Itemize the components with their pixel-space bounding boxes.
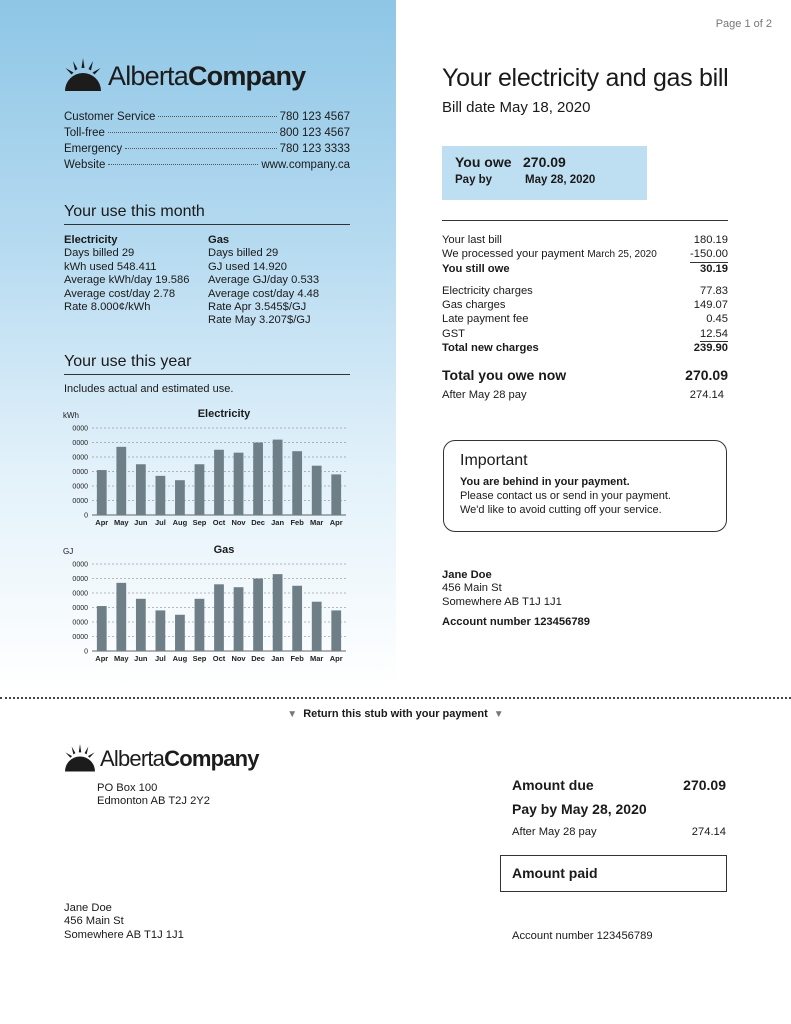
- remit-address: [97, 782, 210, 809]
- after-due-label: After May 28 pay: [512, 826, 597, 838]
- bill-summary: [442, 220, 728, 356]
- leader-dots: [108, 164, 258, 165]
- brand-name-bold: Company: [164, 746, 259, 771]
- amount-due-row: [512, 777, 726, 793]
- chart-y-tick-label: 0000: [72, 561, 88, 569]
- charge-value: 149.07: [693, 299, 728, 312]
- gas-use-summary: [208, 234, 319, 328]
- chart-x-tick-label: Nov: [231, 654, 246, 663]
- total-owe-value: 270.09: [685, 367, 728, 383]
- charge-value: 0.45: [706, 313, 728, 326]
- amount-due-label: Amount due: [512, 777, 594, 793]
- chart-x-tick-label: Apr: [95, 518, 109, 527]
- contact-row-customer-service: [64, 111, 350, 127]
- down-triangle-icon: ▼: [493, 709, 504, 720]
- chart-y-tick-label: 0000: [72, 469, 88, 476]
- electricity-chart: [60, 408, 360, 533]
- rising-sun-icon: [64, 58, 102, 94]
- contact-value: 800 123 4567: [279, 127, 350, 139]
- chart-bar: [175, 480, 185, 515]
- chart-x-tick-label: Jan: [271, 518, 285, 527]
- rising-sun-icon: [64, 744, 96, 774]
- customer-street: 456 Main St: [442, 582, 502, 595]
- after-due-label: After May 28 pay: [442, 389, 527, 401]
- total-owe-label: Total you owe now: [442, 367, 567, 383]
- chart-x-tick-label: Mar: [310, 518, 324, 527]
- chart-x-tick-label: Jul: [154, 518, 166, 527]
- stub-customer-address: [64, 902, 184, 942]
- charge-label: GST: [442, 327, 465, 340]
- chart-bar: [116, 447, 126, 515]
- chart-x-tick-label: Jun: [134, 518, 148, 527]
- customer-city: Somewhere AB T1J 1J1: [442, 595, 562, 608]
- chart-x-tick-label: Dec: [251, 518, 265, 527]
- gas-use-line: GJ used 14.920: [208, 260, 287, 273]
- last-bill-value: 180.19: [693, 234, 728, 246]
- chart-bar: [195, 599, 205, 651]
- gas-use-line: Average GJ/day 0.533: [208, 274, 320, 287]
- pay-by-label: Pay by: [455, 174, 493, 186]
- electricity-use-line: Days billed 29: [64, 247, 135, 260]
- stub-pay-by: Pay by May 28, 2020: [512, 801, 647, 817]
- leader-dots: [108, 132, 277, 133]
- chart-y-tick-label: 0000: [72, 454, 88, 462]
- chart-y-unit: kWh: [63, 411, 79, 420]
- chart-x-tick-label: Jun: [134, 654, 148, 663]
- contact-list: [64, 111, 350, 175]
- leader-dots: [158, 116, 276, 117]
- stub-after-due-row: [512, 826, 726, 838]
- use-year-heading: Your use this year: [64, 353, 350, 375]
- chart-bar: [234, 453, 244, 515]
- stub-account-number: Account number 123456789: [512, 930, 653, 942]
- electricity-use-line: Average cost/day 2.78: [64, 287, 176, 300]
- chart-title: Electricity: [197, 408, 251, 420]
- total-new-label: Total new charges: [442, 342, 539, 355]
- still-owe-row: [442, 263, 728, 277]
- customer-city: Somewhere AB T1J 1J1: [64, 928, 184, 941]
- chart-y-tick-label: 0000: [72, 576, 88, 583]
- amount-paid-label: Amount paid: [512, 865, 598, 881]
- chart-x-tick-label: Mar: [310, 654, 324, 663]
- contact-label: Customer Service: [64, 111, 156, 123]
- chart-bar: [214, 450, 224, 515]
- contact-value: 780 123 4567: [279, 111, 350, 123]
- gas-use-line: Rate Apr 3.545$/GJ: [208, 301, 307, 314]
- amount-due-value: 270.09: [683, 777, 726, 793]
- last-bill-row: [442, 234, 728, 248]
- chart-bar: [175, 615, 185, 651]
- chart-x-tick-label: Aug: [172, 654, 188, 663]
- gas-use-title: Gas: [208, 234, 230, 246]
- charge-label: Gas charges: [442, 299, 506, 312]
- bill-title: Your electricity and gas bill: [442, 64, 729, 92]
- after-due-row: [442, 389, 724, 401]
- charge-row-electricity: [442, 285, 728, 299]
- chart-x-tick-label: Sep: [192, 654, 207, 663]
- chart-x-tick-label: Feb: [290, 518, 304, 527]
- contact-label: Emergency: [64, 143, 123, 155]
- stub-instruction: [0, 708, 791, 720]
- charge-value: 12.54: [700, 328, 728, 342]
- chart-x-tick-label: Nov: [231, 518, 246, 527]
- chart-y-tick-label: 0000: [72, 498, 88, 505]
- contact-label: Website: [64, 159, 106, 171]
- stub-company-logo: [64, 744, 259, 774]
- you-owe-box: [442, 146, 647, 200]
- payment-label: We processed your payment: [442, 248, 585, 261]
- chart-y-tick-label: 0000: [72, 425, 88, 433]
- chart-bar: [195, 464, 205, 515]
- bill-date: Bill date May 18, 2020: [442, 99, 591, 116]
- company-logo: [64, 58, 305, 94]
- chart-x-tick-label: Apr: [95, 654, 109, 663]
- chart-x-tick-label: Aug: [172, 518, 188, 527]
- chart-y-tick-label: 0: [84, 648, 88, 656]
- important-line: We'd like to avoid cutting off your service.: [460, 504, 662, 516]
- important-notice: [443, 440, 727, 532]
- use-month-heading: Your use this month: [64, 203, 350, 225]
- gas-use-line: Average cost/day 4.48: [208, 287, 320, 300]
- chart-y-tick-label: 0000: [72, 590, 88, 598]
- chart-x-tick-label: May: [114, 654, 129, 663]
- electricity-use-summary: [64, 234, 189, 314]
- account-number: Account number 123456789: [442, 616, 590, 628]
- chart-bar: [97, 470, 107, 515]
- chart-bar: [156, 476, 166, 515]
- total-owe-row: [442, 367, 728, 383]
- still-owe-value: 30.19: [700, 262, 728, 275]
- contact-row-toll-free: [64, 127, 350, 143]
- chart-y-tick-label: 0: [84, 512, 88, 520]
- charge-label: Late payment fee: [442, 313, 529, 326]
- chart-bar: [214, 584, 224, 651]
- important-title: Important: [460, 452, 528, 469]
- chart-x-tick-label: May: [114, 518, 129, 527]
- chart-bar: [292, 451, 302, 515]
- customer-name: Jane Doe: [64, 902, 112, 914]
- use-year-note: Includes actual and estimated use.: [64, 383, 234, 395]
- chart-x-tick-label: Jul: [154, 654, 166, 663]
- after-due-value: 274.14: [689, 389, 724, 401]
- chart-x-tick-label: Dec: [251, 654, 265, 663]
- gas-use-line: Rate May 3.207$/GJ: [208, 314, 311, 327]
- you-owe-label: You owe: [455, 154, 512, 170]
- chart-bar: [331, 610, 341, 651]
- pay-by-value: May 28, 2020: [525, 174, 596, 186]
- customer-street: 456 Main St: [64, 915, 124, 928]
- important-line: You are behind in your payment.: [460, 476, 630, 488]
- charge-value: 77.83: [700, 284, 728, 297]
- last-bill-label: Your last bill: [442, 234, 502, 246]
- chart-y-tick-label: 0000: [72, 619, 88, 627]
- chart-x-tick-label: Sep: [192, 518, 207, 527]
- chart-x-tick-label: Apr: [329, 518, 343, 527]
- chart-bar: [292, 586, 302, 651]
- po-box: PO Box 100: [97, 782, 158, 794]
- after-due-value: 274.14: [691, 826, 726, 838]
- important-line: Please contact us or send in your payment.: [460, 490, 671, 502]
- chart-bar: [253, 579, 263, 652]
- electricity-use-line: kWh used 548.411: [64, 260, 157, 273]
- down-triangle-icon: ▼: [287, 709, 298, 720]
- contact-label: Toll-free: [64, 127, 105, 139]
- website-link[interactable]: www.company.ca: [261, 159, 350, 171]
- gas-chart-svg: [60, 559, 360, 669]
- customer-address: [442, 569, 562, 609]
- electricity-use-line: Rate 8.000¢/kWh: [64, 301, 151, 314]
- customer-name: Jane Doe: [442, 569, 492, 581]
- chart-y-tick-label: 0000: [72, 634, 88, 641]
- amount-paid-field[interactable]: [500, 855, 727, 892]
- charge-row-gst: [442, 328, 728, 342]
- leader-dots: [125, 148, 276, 149]
- chart-bar: [136, 599, 146, 651]
- payment-value: -150.00: [690, 248, 728, 262]
- brand-name-light: Alberta: [100, 746, 165, 771]
- chart-bar: [273, 440, 283, 515]
- contact-row-emergency: [64, 143, 350, 159]
- chart-bar: [253, 443, 263, 516]
- total-new-charges-row: [442, 342, 728, 356]
- chart-y-unit: GJ: [63, 547, 74, 556]
- charge-row-gas: [442, 299, 728, 313]
- chart-bar: [97, 606, 107, 651]
- electricity-chart-svg: [60, 423, 360, 533]
- total-new-value: 239.90: [693, 342, 728, 355]
- chart-bar: [136, 464, 146, 515]
- gas-chart: [60, 544, 360, 669]
- chart-x-tick-label: Oct: [212, 518, 226, 527]
- chart-title: Gas: [213, 544, 235, 556]
- chart-bar: [273, 574, 283, 651]
- chart-x-tick-label: Jan: [271, 654, 285, 663]
- po-city: Edmonton AB T2J 2Y2: [97, 795, 210, 808]
- chart-bar: [116, 583, 126, 651]
- chart-bar: [234, 587, 244, 651]
- charge-label: Electricity charges: [442, 284, 533, 297]
- chart-x-tick-label: Oct: [212, 654, 226, 663]
- contact-value: 780 123 3333: [279, 143, 350, 155]
- chart-y-tick-label: 0000: [72, 483, 88, 491]
- still-owe-label: You still owe: [442, 262, 510, 275]
- contact-row-website: [64, 159, 350, 175]
- chart-bar: [312, 466, 322, 515]
- payment-row: [442, 248, 728, 262]
- chart-bar: [312, 602, 322, 651]
- chart-x-tick-label: Apr: [329, 654, 343, 663]
- electricity-use-line: Average kWh/day 19.586: [64, 274, 190, 287]
- gas-use-line: Days billed 29: [208, 247, 279, 260]
- tear-line: [0, 697, 791, 699]
- chart-bar: [331, 474, 341, 515]
- payment-date: March 25, 2020: [587, 249, 657, 261]
- stub-note-text: Return this stub with your payment: [303, 708, 488, 720]
- you-owe-value: 270.09: [523, 154, 566, 170]
- brand-name-light: Alberta: [108, 60, 188, 91]
- page-number: Page 1 of 2: [715, 18, 772, 30]
- chart-bar: [156, 610, 166, 651]
- chart-x-tick-label: Feb: [290, 654, 304, 663]
- chart-y-tick-label: 0000: [72, 440, 88, 447]
- charge-row-late-fee: [442, 313, 728, 327]
- chart-y-tick-label: 0000: [72, 605, 88, 612]
- brand-name-bold: Company: [187, 60, 306, 91]
- electricity-use-title: Electricity: [64, 234, 118, 246]
